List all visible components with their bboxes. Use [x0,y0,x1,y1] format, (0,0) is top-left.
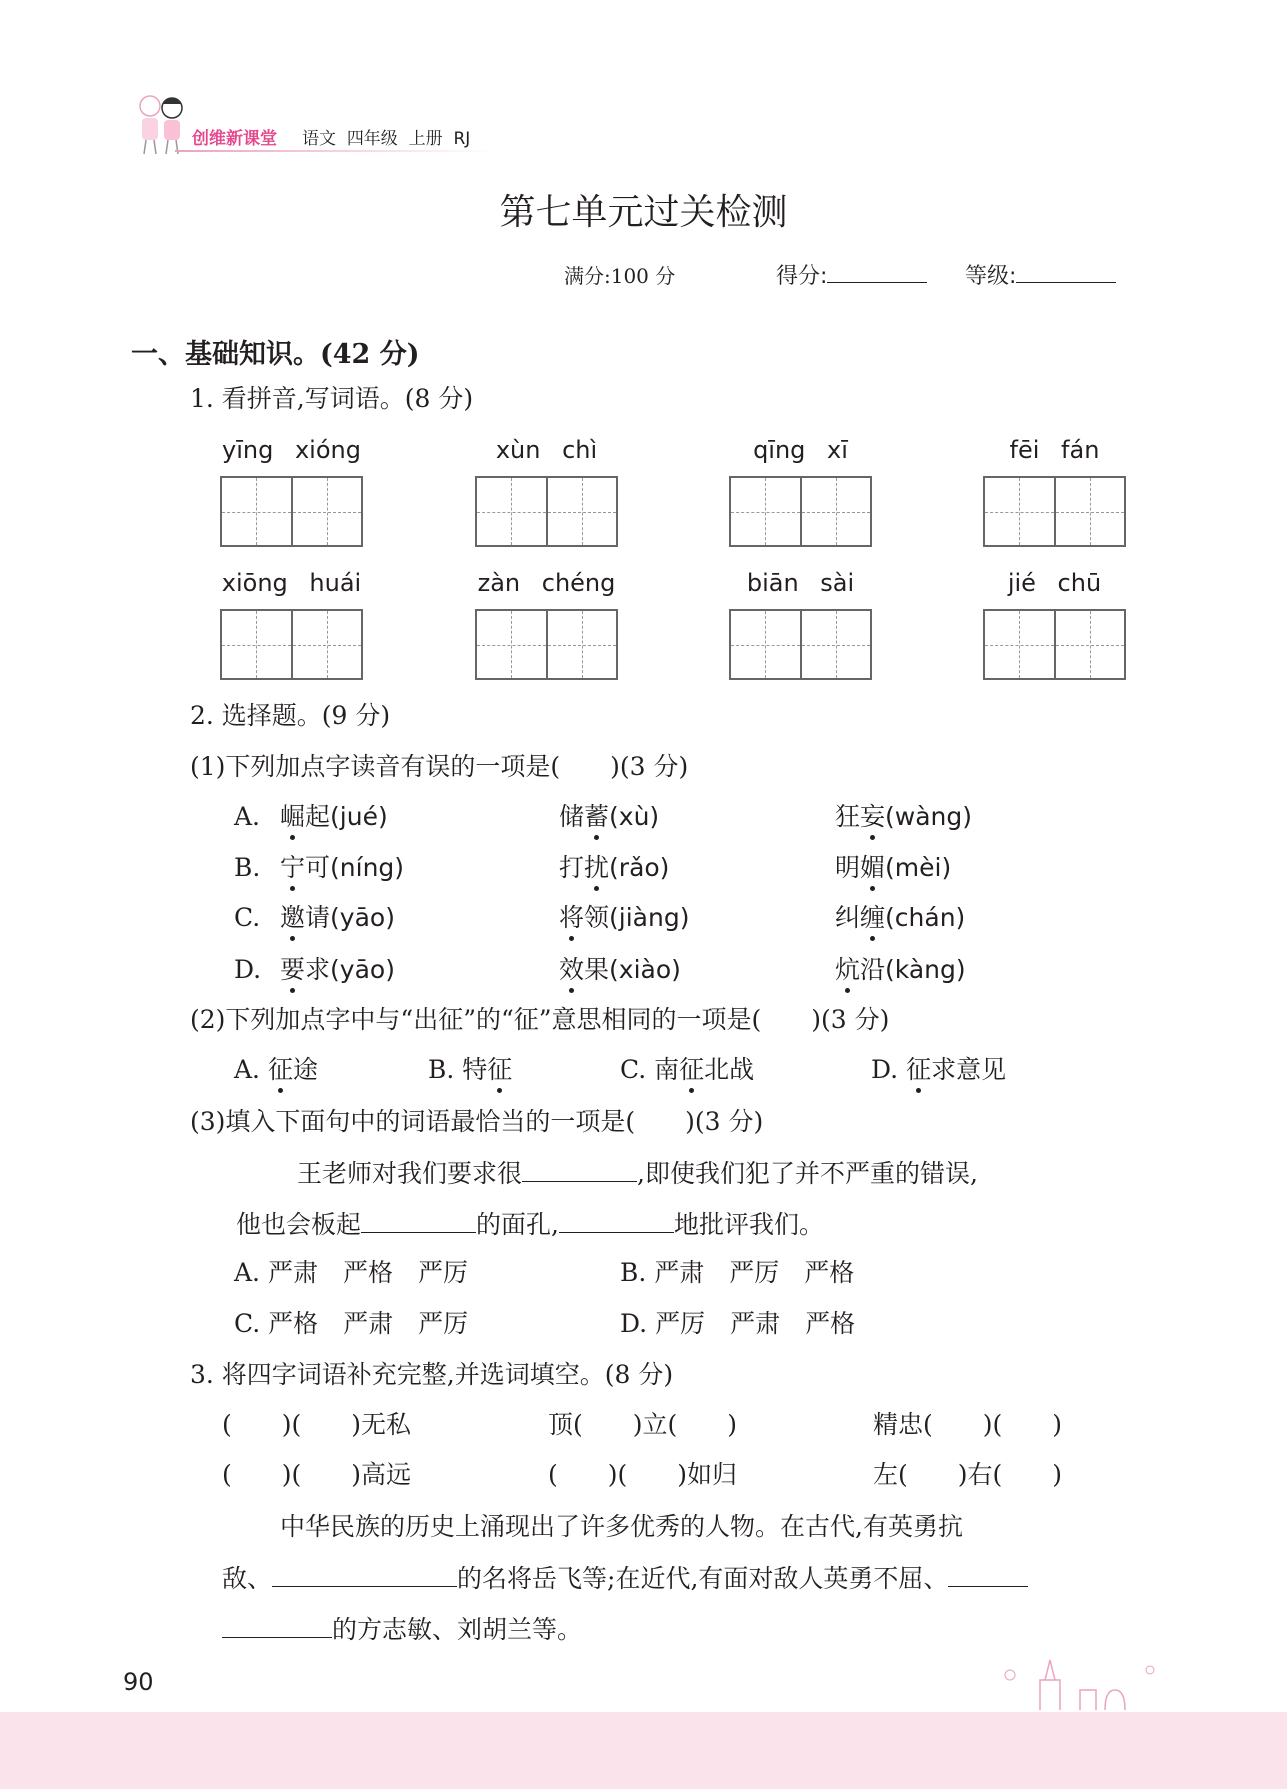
text-fragment: 他也会板起 [236,1210,362,1239]
text-fragment: 地批评我们。 [673,1210,824,1239]
writing-grid[interactable] [475,609,618,680]
text-fragment: 宁 [280,853,306,882]
book-info [302,124,470,149]
idiom-fill[interactable]: ( )( )如归 [548,1460,738,1489]
writing-grid[interactable] [729,609,872,680]
text-fragment: 的面孔, [476,1210,559,1239]
pinyin-label: yīng xióng [222,436,361,464]
q3-paragraph-line3 [222,1613,582,1645]
text-fragment: 储 [559,802,585,831]
text-fragment: 妄 [860,802,886,831]
pinyin-label: fēi fán [1009,436,1100,464]
text-fragment: 严格 严肃 严厉 [268,1309,469,1338]
text-fragment: 途 [292,1055,318,1084]
castle-decoration-icon [990,1650,1170,1716]
text-fragment: A. [234,1258,261,1287]
pinyin-label: zàn chéng [477,569,616,597]
option-a[interactable] [234,1055,318,1085]
grade-field[interactable] [965,258,1116,290]
text-fragment: (yāo) [330,955,395,984]
writing-grid[interactable] [983,476,1126,547]
fill-blank[interactable] [361,1208,476,1233]
text-fragment: D. [620,1309,648,1338]
score-label: 得分: [776,264,828,289]
grade: 四年级 [346,129,398,149]
text-fragment: (kàng) [885,955,966,984]
pinyin-label: biān sài [746,569,855,597]
option-label: D. [234,955,262,984]
text-fragment: 蓄 [584,802,610,831]
footer-band [0,1712,1287,1789]
text-fragment: 征 [679,1055,705,1084]
option-word[interactable] [559,802,659,832]
q2-3-sentence-line2 [236,1208,824,1240]
pinyin-label: jié chū [1007,569,1102,597]
text-fragment: D. [871,1055,899,1084]
text-fragment: 请 [305,903,331,932]
text-fragment: ,即使我们犯了并不严重的错误, [637,1159,978,1188]
text-fragment: B. [620,1258,647,1287]
idiom-fill[interactable]: 精忠( )( ) [873,1410,1063,1439]
q3-paragraph-line2 [222,1562,1028,1594]
option-word[interactable] [280,853,404,883]
text-fragment: (xù) [609,802,660,831]
pinyin-label: xiōng huái [221,569,362,597]
text-fragment: 征 [267,1055,293,1084]
fill-blank[interactable] [948,1562,1028,1587]
option-b[interactable] [428,1055,512,1085]
option-d[interactable] [871,1055,1006,1085]
text-fragment: 特 [462,1055,488,1084]
text-fragment: 严肃 严厉 严格 [654,1258,855,1287]
section-heading: 一、基础知识。(42 分) [131,339,420,370]
text-fragment: 媚 [860,853,886,882]
q2-1-stem: (1)下列加点字读音有误的一项是( )(3 分) [190,752,689,781]
text-fragment: 的名将岳飞等;在近代,有面对敌人英勇不屈、 [457,1564,949,1593]
text-fragment: 效 [559,955,585,984]
text-fragment: (wàng) [885,802,973,831]
text-fragment: (yāo) [330,903,395,932]
fill-blank[interactable] [522,1157,637,1182]
full-score: 满分:100 分 [564,264,676,288]
option-word[interactable] [280,802,388,832]
option-word[interactable] [559,955,681,985]
text-fragment: 要 [280,955,306,984]
writing-grid[interactable] [220,609,363,680]
writing-grid[interactable] [220,476,363,547]
option-word[interactable] [280,903,395,933]
option-word[interactable] [835,955,966,985]
fill-blank[interactable] [222,1613,332,1638]
text-fragment: 严肃 严格 严厉 [267,1258,468,1287]
option-word[interactable] [559,853,669,883]
text-fragment: 崛 [280,802,306,831]
text-fragment: 果 [584,955,610,984]
text-fragment: (chán) [885,903,966,932]
option-c[interactable] [620,1055,754,1085]
text-fragment: (xiào) [609,955,681,984]
idiom-fill[interactable]: 左( )右( ) [873,1460,1063,1489]
text-fragment: 征 [487,1055,513,1084]
text-fragment: 邀 [280,903,306,932]
edition: RJ [453,129,471,149]
option-word[interactable] [835,802,972,832]
text-fragment: 可 [305,853,331,882]
volume: 上册 [408,129,443,149]
q2-heading: 2. 选择题。(9 分) [190,701,391,730]
option-d[interactable] [620,1309,855,1339]
option-word[interactable] [835,903,965,933]
text-fragment: 将 [559,903,585,932]
header-underline [175,150,495,152]
text-fragment: 打 [559,853,585,882]
text-fragment: 王老师对我们要求很 [297,1159,523,1188]
q2-2-stem: (2)下列加点字中与“出征”的“征”意思相同的一项是( )(3 分) [190,1005,890,1034]
q3-paragraph-line1: 中华民族的历史上涌现出了许多优秀的人物。在古代,有英勇抗 [280,1512,963,1541]
option-label: B. [234,853,261,882]
text-fragment: 领 [584,903,610,932]
text-fragment: C. [620,1055,647,1084]
text-fragment: 严厉 严肃 严格 [655,1309,856,1338]
text-fragment: 起 [305,802,331,831]
text-fragment: 纠 [835,903,861,932]
option-label: A. [234,802,261,831]
text-fragment: 狂 [835,802,861,831]
option-word[interactable] [280,955,395,985]
idiom-fill[interactable]: ( )( )无私 [222,1410,412,1439]
text-fragment: 明 [835,853,861,882]
q2-3-sentence-line1 [297,1157,978,1189]
writing-grid[interactable] [729,476,872,547]
writing-grid[interactable] [983,609,1126,680]
text-fragment: (níng) [330,853,405,882]
text-fragment: 缠 [860,903,886,932]
option-c[interactable] [234,1309,468,1339]
subject: 语文 [302,129,336,149]
text-fragment: 求 [305,955,331,984]
text-fragment: (jiàng) [609,903,690,932]
text-fragment: (jué) [330,802,388,831]
text-fragment: 南 [654,1055,680,1084]
option-label: C. [234,903,261,932]
option-word[interactable] [559,903,689,933]
text-fragment: 炕 [835,955,861,984]
page-title: 第七单元过关检测 [499,192,788,233]
idiom-fill[interactable]: 顶( )立( ) [548,1410,738,1439]
text-fragment: 的方志敏、刘胡兰等。 [332,1615,583,1644]
text-fragment: B. [428,1055,455,1084]
text-fragment: 征 [906,1055,932,1084]
text-fragment: 扰 [584,853,610,882]
page-number: 90 [123,1668,154,1696]
fill-blank[interactable] [272,1562,457,1587]
text-fragment: (rǎo) [609,853,670,882]
text-fragment: 求意见 [931,1055,1007,1084]
grade-label: 等级: [965,264,1017,289]
text-fragment: 敌、 [222,1564,273,1593]
option-a[interactable] [234,1258,468,1288]
idiom-fill[interactable]: ( )( )高远 [222,1460,412,1489]
text-fragment: (mèi) [885,853,952,882]
text-fragment: 沿 [860,955,886,984]
text-fragment: 北战 [704,1055,755,1084]
q1-heading: 1. 看拼音,写词语。(8 分) [190,384,474,413]
q2-3-stem: (3)填入下面句中的词语最恰当的一项是( )(3 分) [190,1107,764,1136]
fill-blank[interactable] [559,1208,674,1233]
children-illustration-icon [128,88,198,158]
option-word[interactable] [835,853,951,883]
option-b[interactable] [620,1258,854,1288]
pinyin-label: qīng xī [753,436,848,464]
text-fragment: A. [234,1055,261,1084]
pinyin-label: xùn chì [495,436,598,464]
writing-grid[interactable] [475,476,618,547]
q3-heading: 3. 将四字词语补充完整,并选词填空。(8 分) [190,1360,674,1389]
brand-name: 创维新课堂 [192,129,277,149]
text-fragment: C. [234,1309,261,1338]
score-field[interactable] [776,258,927,290]
